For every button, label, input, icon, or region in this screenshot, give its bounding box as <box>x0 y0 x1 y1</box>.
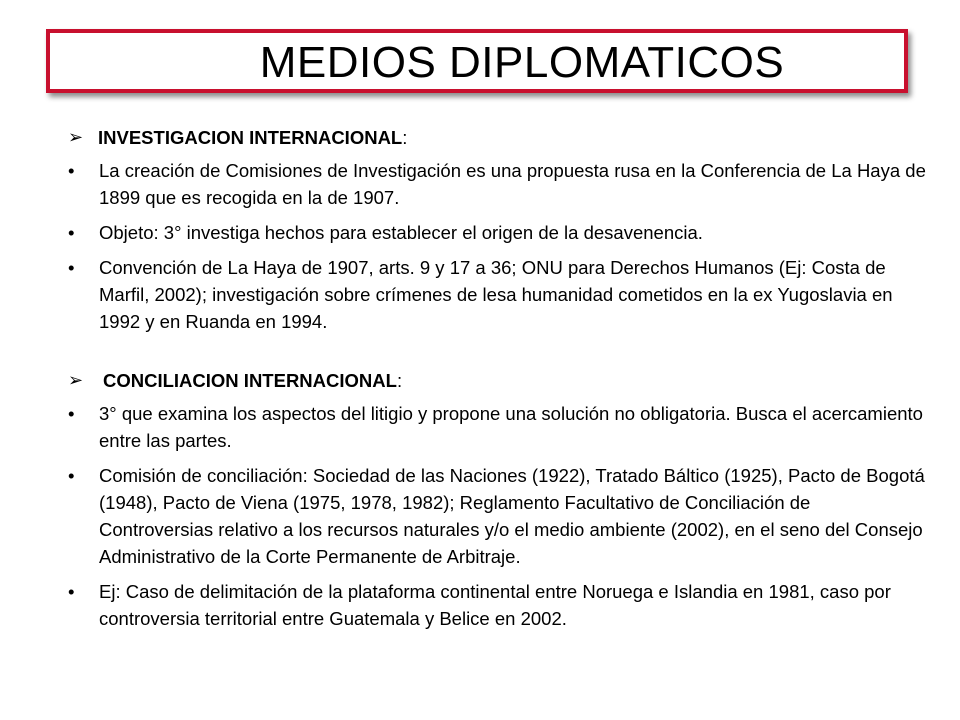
dot-bullet-icon: • <box>68 222 75 243</box>
list-item-text: Comisión de conciliación: Sociedad de las Naciones (1922), Tratado Báltico (1925), Pacto de Bogotá (1948), Pacto de Viena (1975, 1978, 1982); Reglamento Facultativo de Conciliación de Controversias relativo a los recursos naturales y/o el medio ambiente (2002), en el seno del Consejo Administrativo de la Corte Permanente de Arbitraje. <box>99 465 925 567</box>
list-item-text: Ej: Caso de delimitación de la plataforma continental entre Noruega e Islandia en 1981, caso por controversia territorial entre Guatemala y Belice en 2002. <box>99 581 891 629</box>
bullet-list-conciliacion <box>68 400 928 632</box>
list-item-text: Convención de La Haya de 1907, arts. 9 y 17 a 36; ONU para Derechos Humanos (Ej: Costa de Marfil, 2002); investigación sobre crímenes de lesa humanidad cometidos en la ex Yugoslavia en 1992 y en Ruanda en 1994. <box>99 257 893 332</box>
dot-bullet-icon: • <box>68 465 75 486</box>
section-heading-colon: : <box>396 370 403 391</box>
section-heading-conciliacion <box>68 367 928 394</box>
list-item-text: Objeto: 3° investiga hechos para establecer el origen de la desavenencia. <box>99 222 703 243</box>
section-heading-investigacion <box>68 124 928 151</box>
arrow-bullet-icon: ➢ <box>68 370 84 390</box>
dot-bullet-icon: • <box>68 581 75 602</box>
dot-bullet-icon: • <box>68 257 75 278</box>
section-spacer <box>68 343 928 367</box>
list-item <box>68 254 928 335</box>
list-item-text: La creación de Comisiones de Investigación es una propuesta rusa en la Conferencia de La Haya de 1899 que es recogida en la de 1907. <box>99 160 926 208</box>
list-item <box>68 157 928 211</box>
title-frame <box>46 29 908 93</box>
section-heading-text: INVESTIGACION INTERNACIONAL <box>98 127 403 148</box>
list-item-text: 3° que examina los aspectos del litigio y propone una solución no obligatoria. Busca el acercamiento entre las partes. <box>99 403 923 451</box>
list-item <box>68 578 928 632</box>
section-heading-colon: : <box>402 127 408 148</box>
list-item <box>68 219 928 246</box>
section-heading-text: CONCILIACION INTERNACIONAL <box>103 370 397 391</box>
list-item <box>68 400 928 454</box>
dot-bullet-icon: • <box>68 160 75 181</box>
dot-bullet-icon: • <box>68 403 75 424</box>
bullet-list-investigacion <box>68 157 928 335</box>
page-title: MEDIOS DIPLOMATICOS <box>259 38 785 87</box>
slide-content <box>68 124 928 640</box>
arrow-bullet-icon: ➢ <box>68 127 84 147</box>
list-item <box>68 462 928 570</box>
